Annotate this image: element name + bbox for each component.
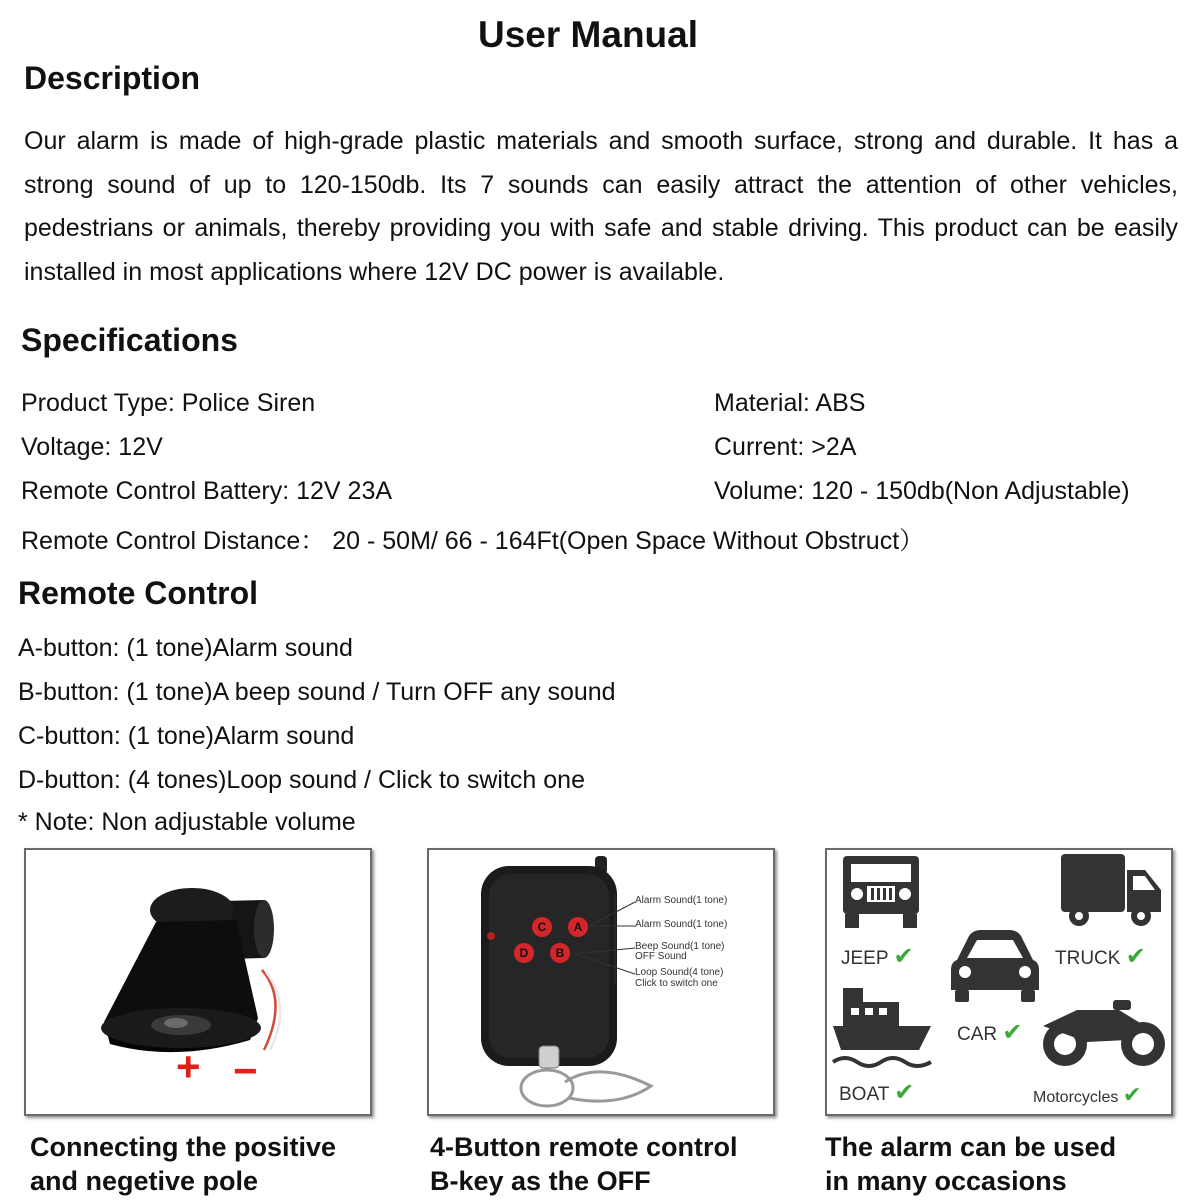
car-icon (951, 930, 1039, 1002)
remote-label-b-off: OFF Sound (635, 951, 687, 962)
remote-label-c: Alarm Sound(1 tone) (635, 919, 728, 930)
motorcycles-label-text: Motorcycles (1033, 1089, 1119, 1106)
car-label-text: CAR (957, 1024, 998, 1045)
remote-button-d: D (514, 943, 534, 963)
check-icon: ✔ (894, 1079, 915, 1106)
spec-battery: Remote Control Battery: 12V 23A (21, 477, 393, 505)
description-text: Our alarm is made of high-grade plastic materials and smooth surface, strong and durable. It has a strong sound of up to 120-150db. Its 7 sounds can easily attract the attention of other vehicles, pedestrians or animals, thereby providing you with safe and stable driving. This product can be easily installed in most applications where 12V DC power is available. (24, 127, 1178, 286)
vehicles-caption: The alarm can be used in many occasions (825, 1132, 1117, 1196)
remote-button-c: C (532, 917, 552, 937)
vehicle-label-boat (839, 1078, 914, 1107)
siren-caption: Connecting the positive and negetive pole (30, 1132, 337, 1196)
truck-label-text: TRUCK (1055, 948, 1121, 969)
remote-control-heading: Remote Control (18, 575, 258, 611)
specifications-heading: Specifications (21, 322, 238, 358)
jeep-icon (843, 856, 919, 928)
jeep-label-text: JEEP (841, 948, 889, 969)
spec-volume: Volume: 120 - 150db(Non Adjustable) (714, 477, 1130, 505)
remote-label-d-switch: Click to switch one (635, 978, 718, 989)
check-icon: ✔ (893, 943, 914, 970)
vehicle-label-jeep (841, 942, 914, 971)
rc-item-d: D-button: (4 tones)Loop sound / Click to switch one (18, 766, 585, 794)
remote-label-b: Beep Sound(1 tone) (635, 941, 725, 952)
vehicle-label-truck (1055, 942, 1146, 971)
vehicle-label-car (957, 1018, 1023, 1047)
page-title: User Manual (477, 14, 698, 55)
rc-note: * Note: Non adjustable volume (18, 808, 356, 836)
remote-label-d: Loop Sound(4 tone) (635, 967, 724, 978)
spec-product-type: Product Type: Police Siren (21, 389, 316, 417)
remote-figure (427, 848, 775, 1116)
remote-button-a: A (568, 917, 588, 937)
rc-item-b: B-button: (1 tone)A beep sound / Turn OFF any sound (18, 678, 616, 706)
spec-distance: Remote Control Distance： 20 - 50M/ 66 - 164Ft(Open Space Without Obstruct） (21, 527, 925, 555)
negative-pole-label: − (233, 1047, 258, 1094)
check-icon: ✔ (1125, 943, 1146, 970)
motorcycle-icon (1043, 1000, 1165, 1066)
spec-material: Material: ABS (714, 389, 866, 417)
description-heading: Description (24, 60, 201, 96)
vehicles-figure (825, 848, 1173, 1116)
spec-voltage: Voltage: 12V (21, 433, 163, 461)
positive-pole-label: + (176, 1043, 201, 1090)
spec-current: Current: >2A (714, 433, 857, 461)
vehicle-label-motorcycles (1033, 1082, 1141, 1108)
check-icon: ✔ (1122, 1082, 1142, 1107)
boat-label-text: BOAT (839, 1084, 889, 1105)
rc-item-a: A-button: (1 tone)Alarm sound (18, 634, 353, 662)
rc-item-c: C-button: (1 tone)Alarm sound (18, 722, 355, 750)
siren-figure (24, 848, 372, 1116)
boat-icon (833, 988, 931, 1066)
remote-button-b: B (550, 943, 570, 963)
remote-label-a: Alarm Sound(1 tone) (635, 895, 728, 906)
check-icon: ✔ (1002, 1019, 1023, 1046)
remote-caption: 4-Button remote control B-key as the OFF (430, 1132, 738, 1196)
truck-icon (1061, 854, 1161, 926)
